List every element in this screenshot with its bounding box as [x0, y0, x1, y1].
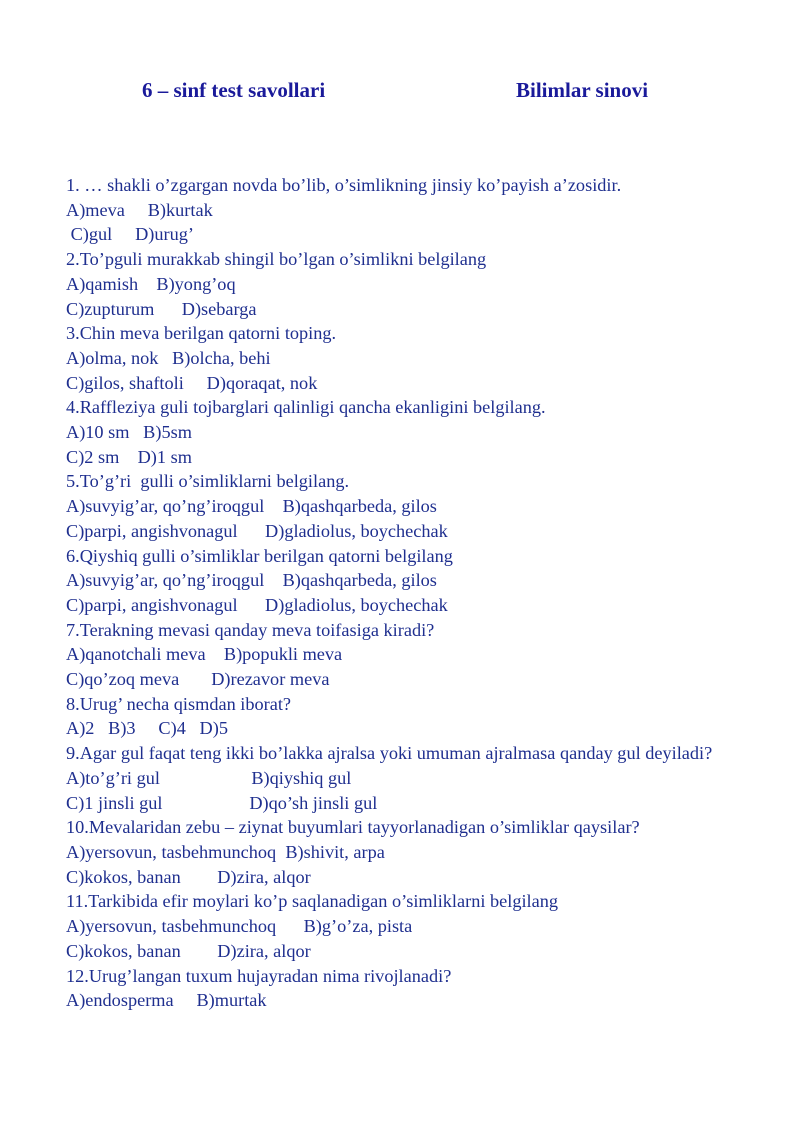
answer-options-row: A)endosperma B)murtak	[66, 990, 267, 1011]
answer-options-row: C)2 sm D)1 sm	[66, 446, 192, 467]
question-item	[66, 692, 766, 741]
answer-options-row: C)1 jinsli gul D)qo’sh jinsli gul	[66, 792, 378, 813]
question-list	[66, 173, 766, 1013]
answer-options-row: A)to’g’ri gul B)qiyshiq gul	[66, 767, 352, 788]
question-text: 12.Urug’langan tuxum hujayradan nima rivojlanadi?	[66, 965, 452, 986]
answer-options-row: A)olma, nok B)olcha, behi	[66, 347, 271, 368]
question-item	[66, 321, 766, 395]
answer-options-row: A)qanotchali meva B)popukli meva	[66, 644, 343, 665]
answer-options-row: A)suvyig’ar, qo’ng’iroqgul B)qashqarbeda, gilos	[66, 570, 437, 591]
question-item	[66, 964, 766, 1013]
answer-options-row: C)parpi, angishvonagul D)gladiolus, boychechak	[66, 520, 448, 541]
question-item	[66, 544, 766, 618]
question-item	[66, 173, 766, 247]
question-text: 1. … shakli o’zgargan novda bo’lib, o’simlikning jinsiy ko’payish a’zosidir.	[66, 175, 622, 195]
question-text: 11.Tarkibida efir moylari ko’p saqlanadigan o’simliklarni belgilang	[66, 891, 559, 912]
question-text: 5.To’g’ri gulli o’simliklarni belgilang.	[66, 471, 350, 492]
question-text: 3.Chin meva berilgan qatorni toping.	[66, 323, 337, 344]
question-text: 7.Terakning mevasi qanday meva toifasiga kiradi?	[66, 619, 435, 640]
question-item	[66, 889, 766, 963]
answer-options-row: A)qamish B)yong’oq	[66, 273, 236, 294]
question-item	[66, 469, 766, 543]
question-item	[66, 395, 766, 469]
answer-options-row: A)yersovun, tasbehmunchoq B)g’o’za, pista	[66, 916, 413, 937]
answer-options-row: A)yersovun, tasbehmunchoq B)shivit, arpa	[66, 841, 385, 862]
answer-options-row: C)kokos, banan D)zira, alqor	[66, 940, 311, 961]
page-title: 6 – sinf test savollari	[142, 78, 326, 102]
answer-options-row: A)10 sm B)5sm	[66, 422, 192, 443]
answer-options-row: C)zupturum D)sebarga	[66, 298, 257, 319]
answer-options-row: A)suvyig’ar, qo’ng’iroqgul B)qashqarbeda, gilos	[66, 496, 437, 517]
question-text: 6.Qiyshiq gulli o’simliklar berilgan qatorni belgilang	[66, 545, 453, 566]
answer-options-row: A)meva B)kurtak	[66, 199, 213, 220]
answer-options-row: C)qo’zoq meva D)rezavor meva	[66, 669, 330, 690]
question-item	[66, 247, 766, 321]
answer-options-row: A)2 B)3 C)4 D)5	[66, 718, 228, 739]
page-subtitle: Bilimlar sinovi	[516, 78, 649, 102]
question-text: 9.Agar gul faqat teng ikki bo’lakka ajralsa yoki umuman ajralmasa qanday gul deyiladi?	[66, 743, 713, 764]
answer-options-row: C)kokos, banan D)zira, alqor	[66, 866, 311, 887]
question-item	[66, 618, 766, 692]
answer-options-row: C)parpi, angishvonagul D)gladiolus, boychechak	[66, 594, 448, 615]
question-text: 8.Urug’ necha qismdan iborat?	[66, 693, 292, 714]
answer-options-row: C)gilos, shaftoli D)qoraqat, nok	[66, 372, 318, 393]
question-text: 4.Raffleziya guli tojbarglari qalinligi qancha ekanligini belgilang.	[66, 397, 546, 418]
question-item	[66, 815, 766, 889]
question-text: 10.Mevalaridan zebu – ziynat buyumlari tayyorlanadigan o’simliklar qaysilar?	[66, 817, 640, 838]
question-text: 2.To’pguli murakkab shingil bo’lgan o’simlikni belgilang	[66, 249, 487, 270]
question-item	[66, 741, 766, 815]
answer-options-row: C)gul D)urug’	[66, 224, 194, 245]
